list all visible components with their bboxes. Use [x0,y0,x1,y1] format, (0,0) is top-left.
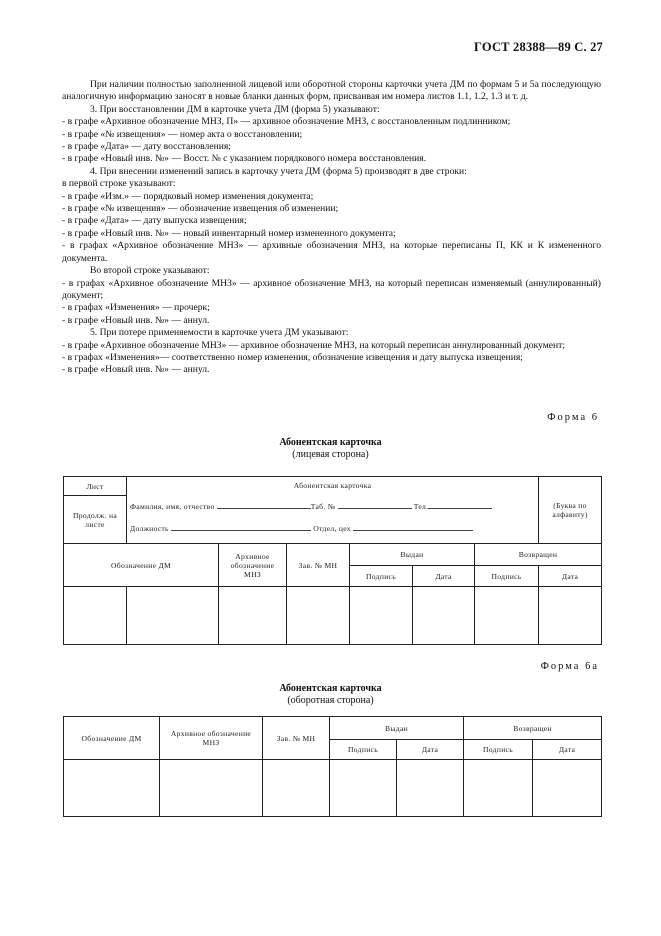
card-title-text: Абонентская карточка [279,437,382,448]
paragraph: Во второй строке указывают: [90,265,210,277]
returned-header: Возвращен [464,717,602,740]
position-field [171,522,311,531]
paragraph: 5. При потере применяемости в карточке учета ДМ указывают: [90,327,349,339]
card-title [0,683,661,707]
empty-cell [533,760,602,817]
returned-date-header: Дата [539,566,602,587]
empty-cell [64,587,127,645]
card-back-table [63,716,602,817]
empty-cell [64,760,160,817]
paragraph: - в графе «Новый инв. №» — Восст. № с указанием порядкового номера восстановления. [62,153,427,165]
col-archive-header: Архивное обозначение МНЗ [219,544,287,587]
paragraph: При наличии полностью заполненной лицевой или оборотной стороны карточки учета ДМ по формам 5 и 5а последующую аналогичную информацию заносят в новые бланки данных форм, присваивая им номера листов 1.1, 1.2, 1.3 и т. д. [62,79,601,103]
returned-date-header: Дата [533,740,602,760]
paragraph: - в графах «Архивное обозначение МНЗ» — архивное обозначение МНЗ, на который переписан изменяемый (аннулированный) документ; [62,277,601,301]
card-subtitle: (оборотная сторона) [287,695,374,706]
continuation-cell: Продолж. на листе [64,496,127,544]
issued-date-header: Дата [397,740,464,760]
subscriber-info-cell [127,477,539,544]
empty-cell [475,587,539,645]
tab-field [338,500,412,509]
card-heading: Абонентская карточка [293,481,372,490]
paragraph: - в графе «Дата» — дату выпуска извещения; [62,215,247,227]
paragraph: - в графе «Новый инв. №» — аннул. [62,314,210,326]
col-archive-header: Архивное обозначение МНЗ [160,717,263,760]
paragraph: в первой строке указывают: [62,178,176,190]
issued-signature-header: Подпись [350,566,413,587]
empty-cell [160,760,263,817]
tel-field [428,500,492,509]
empty-cell [219,587,287,645]
col-zav-header: Зав. № МН [263,717,330,760]
form-label: Форма 6 [547,412,599,423]
tab-label: Таб. № [310,502,336,511]
issued-header: Выдан [330,717,464,740]
paragraph: - в графах «Изменения» — прочерк; [62,302,210,314]
dept-label: Отдел, цех [313,524,351,533]
paragraph: - в графах «Изменения»— соответственно номер изменения, обозначение извещения и дату выпуска извещения; [62,351,523,363]
paragraph: 3. При восстановлении ДМ в карточке учета ДМ (форма 5) указывают: [90,103,380,115]
paragraph: - в графе «№ извещения» — номер акта о восстановлении; [62,128,303,140]
returned-header: Возвращен [475,544,602,566]
form-label: Форма 6а [540,661,599,672]
card-title [0,437,661,461]
returned-signature-header: Подпись [464,740,533,760]
empty-cell [263,760,330,817]
table-row [64,760,602,817]
dept-field [353,522,473,531]
returned-signature-header: Подпись [475,566,539,587]
issued-header: Выдан [350,544,475,566]
empty-cell [350,587,413,645]
paragraph: - в графе «Новый инв. №» — аннул. [62,364,210,376]
name-line [127,500,538,512]
table-row [64,587,602,645]
empty-cell [330,760,397,817]
paragraph: - в графе «Архивное обозначение МНЗ, П» — архивное обозначение МНЗ, с восстановленным подлинником; [62,116,511,128]
card-subtitle: (лицевая сторона) [292,449,369,460]
paragraph: - в графе «Изм.» — порядковый номер изменения документа; [62,190,314,202]
paragraph: - в графах «Архивное обозначение МНЗ» — архивные обозначения МНЗ, на которые переписаны П, КК и К измененного документа. [62,240,601,264]
issued-date-header: Дата [413,566,475,587]
alpha-cell: (Буква по алфавиту) [539,477,602,544]
name-label: Фамилия, имя, отчество [130,502,215,511]
paragraph: - в графе «№ извещения» — обозначение извещения об изменении; [62,203,339,215]
card-front-table [63,476,602,645]
page-header: ГОСТ 28388—89 С. 27 [474,40,603,54]
name-field [217,500,311,509]
issued-signature-header: Подпись [330,740,397,760]
paragraph: - в графе «Новый инв. №» — новый инвентарный номер измененного документа; [62,227,396,239]
col-zav-header: Зав. № МН [287,544,350,587]
empty-cell [539,587,602,645]
col-dm-header: Обозначение ДМ [64,544,219,587]
card-title-text: Абонентская карточка [279,683,382,694]
body-text [62,79,601,377]
empty-cell [397,760,464,817]
position-label: Должность [130,524,169,533]
sheet-cell: Лист [64,477,127,496]
paragraph: 4. При внесении изменений запись в карточку учета ДМ (форма 5) производят в две строки: [90,165,467,177]
empty-cell [413,587,475,645]
empty-cell [464,760,533,817]
col-dm-header: Обозначение ДМ [64,717,160,760]
paragraph: - в графе «Архивное обозначение МНЗ» — архивное обозначение МНЗ, на который переписан аннулированный документ; [62,339,566,351]
empty-cell [287,587,350,645]
empty-cell [127,587,219,645]
position-line [127,522,538,534]
paragraph: - в графе «Дата» — дату восстановления; [62,141,231,153]
tel-label: Тел. [413,502,429,511]
